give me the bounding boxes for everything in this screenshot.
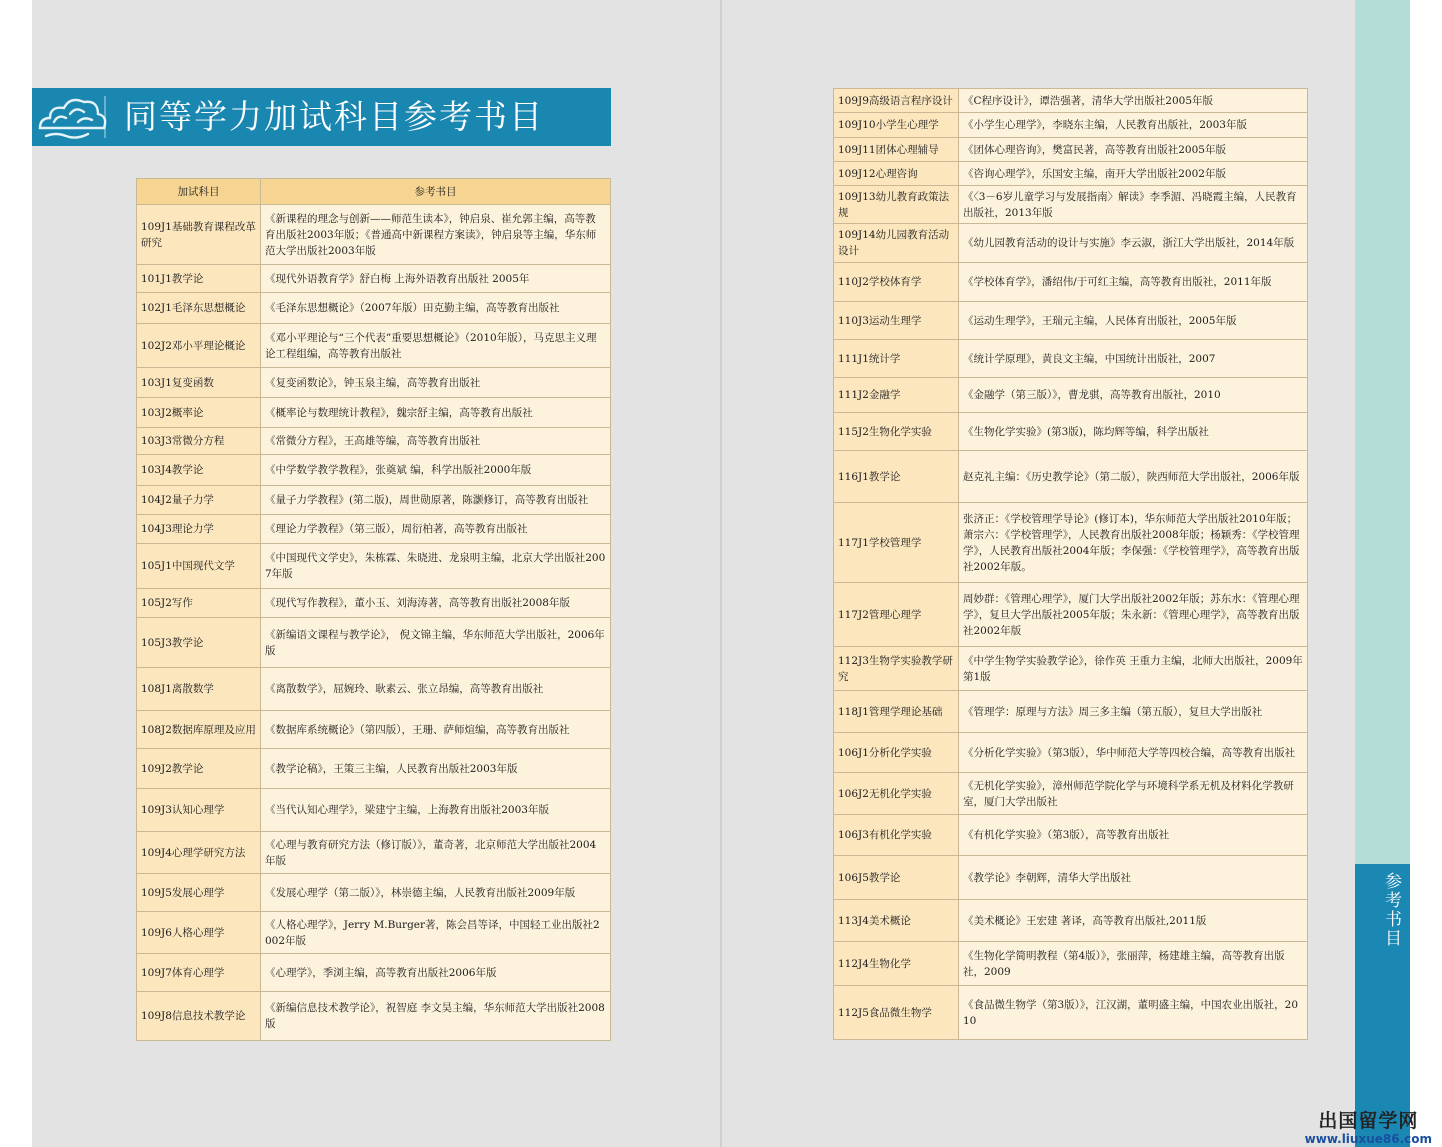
header-references: 参考书目 xyxy=(261,179,611,205)
table-row xyxy=(137,368,611,398)
subject-cell: 110J3运动生理学 xyxy=(834,302,959,340)
table-row xyxy=(834,942,1308,986)
reference-cell: 《统计学原理》，黄良文主编，中国统计出版社，2007 xyxy=(959,340,1308,378)
table-row xyxy=(137,324,611,368)
subject-cell: 102J1毛泽东思想概论 xyxy=(137,293,261,324)
table-row xyxy=(137,486,611,515)
reference-cell: 《美术概论》王宏建 著译，高等教育出版社,2011版 xyxy=(959,900,1308,942)
subject-cell: 109J13幼儿教育政策法规 xyxy=(834,186,959,224)
reference-cell: 周妙群：《管理心理学》，厦门大学出版社2002年版；苏东水：《管理心理学》，复旦大学出版社2005年版；朱永新：《管理心理学》，高等教育出版社2002年版 xyxy=(959,583,1308,647)
table-row xyxy=(137,912,611,954)
table-row xyxy=(834,733,1308,773)
reference-cell: 《无机化学实验》，漳州师范学院化学与环境科学系无机及材料化学教研室，厦门大学出版社 xyxy=(959,773,1308,815)
reference-cell: 《新编信息技术教学论》，祝智庭 李文昊主编，华东师范大学出版社2008版 xyxy=(261,992,611,1041)
subject-cell: 109J12心理咨询 xyxy=(834,162,959,186)
table-row xyxy=(137,874,611,912)
page-spine xyxy=(720,0,722,1147)
table-row xyxy=(137,668,611,711)
table-row xyxy=(834,224,1308,263)
reference-cell: 《现代外语教育学》舒白梅 上海外语教育出版社 2005年 xyxy=(261,265,611,293)
subject-cell: 108J2数据库原理及应用 xyxy=(137,711,261,749)
subject-cell: 117J2管理心理学 xyxy=(834,583,959,647)
subject-cell: 106J5教学论 xyxy=(834,856,959,900)
reference-cell: 《食品微生物学（第3版）》，江汉湖，董明盛主编，中国农业出版社，2010 xyxy=(959,986,1308,1040)
reference-cell: 《离散数学》，屈婉玲、耿素云、张立昂编，高等教育出版社 xyxy=(261,668,611,711)
table-row xyxy=(137,293,611,324)
subject-cell: 101J1教学论 xyxy=(137,265,261,293)
table-row xyxy=(137,954,611,992)
subject-cell: 112J5食品微生物学 xyxy=(834,986,959,1040)
table-row xyxy=(834,302,1308,340)
subject-cell: 109J6人格心理学 xyxy=(137,912,261,954)
subject-cell: 109J11团体心理辅导 xyxy=(834,138,959,162)
reference-cell: 《〈3－6岁儿童学习与发展指南〉解读》李季湄、冯晓霞主编，人民教育出版社，2013年版 xyxy=(959,186,1308,224)
reference-cell: 《毛泽东思想概论》（2007年版）田克勤主编，高等教育出版社 xyxy=(261,293,611,324)
reference-cell: 《邓小平理论与“三个代表”重要思想概论》（2010年版），马克思主义理论工程组编，高等教育出版社 xyxy=(261,324,611,368)
table-row xyxy=(834,691,1308,733)
reference-cell: 张济正：《学校管理学导论》(修订本)，华东师范大学出版社2010年版；萧宗六：《学校管理学》，人民教育出版社2008年版；杨颖秀：《学校管理学》，人民教育出版社2004年版；李保强：《学校管理学》，高等教育出版社2002年版。 xyxy=(959,503,1308,583)
reference-cell: 《小学生心理学》，李晓东主编，人民教育出版社，2003年版 xyxy=(959,113,1308,138)
reference-cell: 《新课程的理念与创新——师范生读本》，钟启泉、崔允郭主编，高等教育出版社2003年版；《普通高中新课程方案读》，钟启泉等主编，华东师范大学出版社2003年版 xyxy=(261,205,611,265)
subject-cell: 105J1中国现代文学 xyxy=(137,544,261,589)
subject-cell: 112J4生物化学 xyxy=(834,942,959,986)
reference-cell: 《当代认知心理学》，梁建宁主编，上海教育出版社2003年版 xyxy=(261,789,611,832)
subject-cell: 109J14幼儿园教育活动设计 xyxy=(834,224,959,263)
subject-cell: 106J3有机化学实验 xyxy=(834,815,959,856)
subject-cell: 109J8信息技术教学论 xyxy=(137,992,261,1041)
reference-cell: 《团体心理咨询》，樊富民著，高等教育出版社2005年版 xyxy=(959,138,1308,162)
subject-cell: 105J3教学论 xyxy=(137,618,261,668)
reference-cell: 赵克礼主编：《历史教学论》（第二版），陕西师范大学出版社，2006年版 xyxy=(959,451,1308,503)
page-title: 同等学力加试科目参考书目 xyxy=(124,97,544,136)
reference-cell: 《发展心理学（第二版）》，林崇德主编，人民教育出版社2009年版 xyxy=(261,874,611,912)
reference-cell: 《现代写作教程》，董小玉、刘海涛著，高等教育出版社2008年版 xyxy=(261,589,611,618)
reference-cell: 《理论力学教程》（第三版），周衍柏著，高等教育出版社 xyxy=(261,515,611,544)
table-row xyxy=(834,138,1308,162)
reference-cell: 《中国现代文学史》，朱栋霖、朱晓进、龙泉明主编，北京大学出版社2007年版 xyxy=(261,544,611,589)
title-separator xyxy=(104,96,106,138)
subject-cell: 118J1管理学理论基础 xyxy=(834,691,959,733)
table-row xyxy=(834,815,1308,856)
table-row xyxy=(834,986,1308,1040)
reference-cell: 《分析化学实验》（第3版），华中师范大学等四校合编，高等教育出版社 xyxy=(959,733,1308,773)
reference-cell: 《常微分方程》，王高雄等编，高等教育出版社 xyxy=(261,428,611,455)
reference-cell: 《学校体育学》，潘绍伟/于可红主编，高等教育出版社，2011年版 xyxy=(959,263,1308,302)
table-row xyxy=(137,515,611,544)
table-row xyxy=(834,773,1308,815)
subject-cell: 106J2无机化学实验 xyxy=(834,773,959,815)
subject-cell: 104J3理论力学 xyxy=(137,515,261,544)
reference-cell: 《中学数学教学教程》，张奠斌 编，科学出版社2000年版 xyxy=(261,455,611,486)
watermark-url: www.liuxue86.com xyxy=(1304,1132,1432,1146)
section-tab-label: 参考书目 xyxy=(1381,872,1401,948)
subject-cell: 112J3生物学实验教学研究 xyxy=(834,647,959,691)
subject-cell: 110J2学校体育学 xyxy=(834,263,959,302)
subject-cell: 105J2写作 xyxy=(137,589,261,618)
table-row xyxy=(137,789,611,832)
table-row xyxy=(834,378,1308,413)
table-row xyxy=(834,340,1308,378)
table-row xyxy=(834,583,1308,647)
reference-cell: 《数据库系统概论》（第四版），王珊、萨师煊编，高等教育出版社 xyxy=(261,711,611,749)
table-row xyxy=(834,186,1308,224)
reference-cell: 《量子力学教程》(第二版)，周世勋原著，陈灏修订，高等教育出版社 xyxy=(261,486,611,515)
subject-cell: 108J1离散数学 xyxy=(137,668,261,711)
reference-cell: 《有机化学实验》（第3版），高等教育出版社 xyxy=(959,815,1308,856)
table-row xyxy=(834,503,1308,583)
cloud-ornament-icon xyxy=(36,88,108,146)
reference-cell: 《C程序设计》，谭浩强著，清华大学出版社2005年版 xyxy=(959,89,1308,113)
subject-cell: 102J2邓小平理论概论 xyxy=(137,324,261,368)
table-row xyxy=(137,992,611,1041)
table-row xyxy=(834,647,1308,691)
table-row xyxy=(834,900,1308,942)
reference-cell: 《金融学（第三版）》，曹龙骐，高等教育出版社，2010 xyxy=(959,378,1308,413)
table-row xyxy=(834,856,1308,900)
subject-cell: 103J3常微分方程 xyxy=(137,428,261,455)
right-reference-table xyxy=(833,88,1308,1040)
subject-cell: 109J10小学生心理学 xyxy=(834,113,959,138)
subject-cell: 109J3认知心理学 xyxy=(137,789,261,832)
subject-cell: 106J1分析化学实验 xyxy=(834,733,959,773)
watermark-text: 出国留学网 xyxy=(1318,1110,1419,1132)
table-row xyxy=(137,544,611,589)
reference-cell: 《概率论与数理统计教程》，魏宗舒主编，高等教育出版社 xyxy=(261,398,611,428)
subject-cell: 103J2概率论 xyxy=(137,398,261,428)
subject-cell: 103J4教学论 xyxy=(137,455,261,486)
subject-cell: 111J2金融学 xyxy=(834,378,959,413)
table-row xyxy=(137,589,611,618)
table-row xyxy=(137,618,611,668)
subject-cell: 117J1学校管理学 xyxy=(834,503,959,583)
table-row xyxy=(137,455,611,486)
subject-cell: 111J1统计学 xyxy=(834,340,959,378)
table-row xyxy=(834,89,1308,113)
subject-cell: 103J1复变函数 xyxy=(137,368,261,398)
subject-cell: 109J1基础教育课程改革研究 xyxy=(137,205,261,265)
subject-cell: 115J2生物化学实验 xyxy=(834,413,959,451)
subject-cell: 116J1教学论 xyxy=(834,451,959,503)
subject-cell: 109J9高级语言程序设计 xyxy=(834,89,959,113)
subject-cell: 109J5发展心理学 xyxy=(137,874,261,912)
table-row xyxy=(137,265,611,293)
table-row xyxy=(137,832,611,874)
subject-cell: 109J7体育心理学 xyxy=(137,954,261,992)
table-row xyxy=(834,113,1308,138)
subject-cell: 109J2教学论 xyxy=(137,749,261,789)
subject-cell: 109J4心理学研究方法 xyxy=(137,832,261,874)
table-row xyxy=(834,162,1308,186)
table-row xyxy=(137,205,611,265)
reference-cell: 《复变函数论》，钟玉泉主编，高等教育出版社 xyxy=(261,368,611,398)
left-reference-table xyxy=(136,178,611,1041)
reference-cell: 《生物化学实验》(第3版)，陈均辉等编，科学出版社 xyxy=(959,413,1308,451)
table-row xyxy=(834,263,1308,302)
reference-cell: 《咨询心理学》，乐国安主编，南开大学出版社2002年版 xyxy=(959,162,1308,186)
subject-cell: 113J4美术概论 xyxy=(834,900,959,942)
table-row xyxy=(137,398,611,428)
reference-cell: 《教学论》李朝辉，清华大学出版社 xyxy=(959,856,1308,900)
table-row xyxy=(137,749,611,789)
table-row xyxy=(834,451,1308,503)
header-subject: 加试科目 xyxy=(137,179,261,205)
reference-cell: 《心理学》，季浏主编，高等教育出版社2006年版 xyxy=(261,954,611,992)
reference-cell: 《管理学：原理与方法》周三多主编（第五版），复旦大学出版社 xyxy=(959,691,1308,733)
reference-cell: 《中学生物学实验教学论》，徐作英 王重力主编，北师大出版社，2009年第1版 xyxy=(959,647,1308,691)
reference-cell: 《幼儿园教育活动的设计与实施》李云淑，浙江大学出版社，2014年版 xyxy=(959,224,1308,263)
reference-cell: 《教学论稿》，王策三主编，人民教育出版社2003年版 xyxy=(261,749,611,789)
table-row xyxy=(137,711,611,749)
reference-cell: 《生物化学简明教程（第4版）》，张丽萍，杨建雄主编，高等教育出版社，2009 xyxy=(959,942,1308,986)
table-header-row xyxy=(137,179,611,205)
reference-cell: 《心理与教育研究方法（修订版）》，董奇著，北京师范大学出版社2004年版 xyxy=(261,832,611,874)
reference-cell: 《新编语文课程与教学论》， 倪文锦主编，华东师范大学出版社，2006年版 xyxy=(261,618,611,668)
reference-cell: 《运动生理学》，王瑞元主编，人民体育出版社，2005年版 xyxy=(959,302,1308,340)
watermark-logo xyxy=(1305,1112,1432,1145)
table-row xyxy=(834,413,1308,451)
subject-cell: 104J2量子力学 xyxy=(137,486,261,515)
reference-cell: 《人格心理学》，Jerry M.Burger著，陈会昌等译，中国轻工业出版社2002年版 xyxy=(261,912,611,954)
table-row xyxy=(137,428,611,455)
